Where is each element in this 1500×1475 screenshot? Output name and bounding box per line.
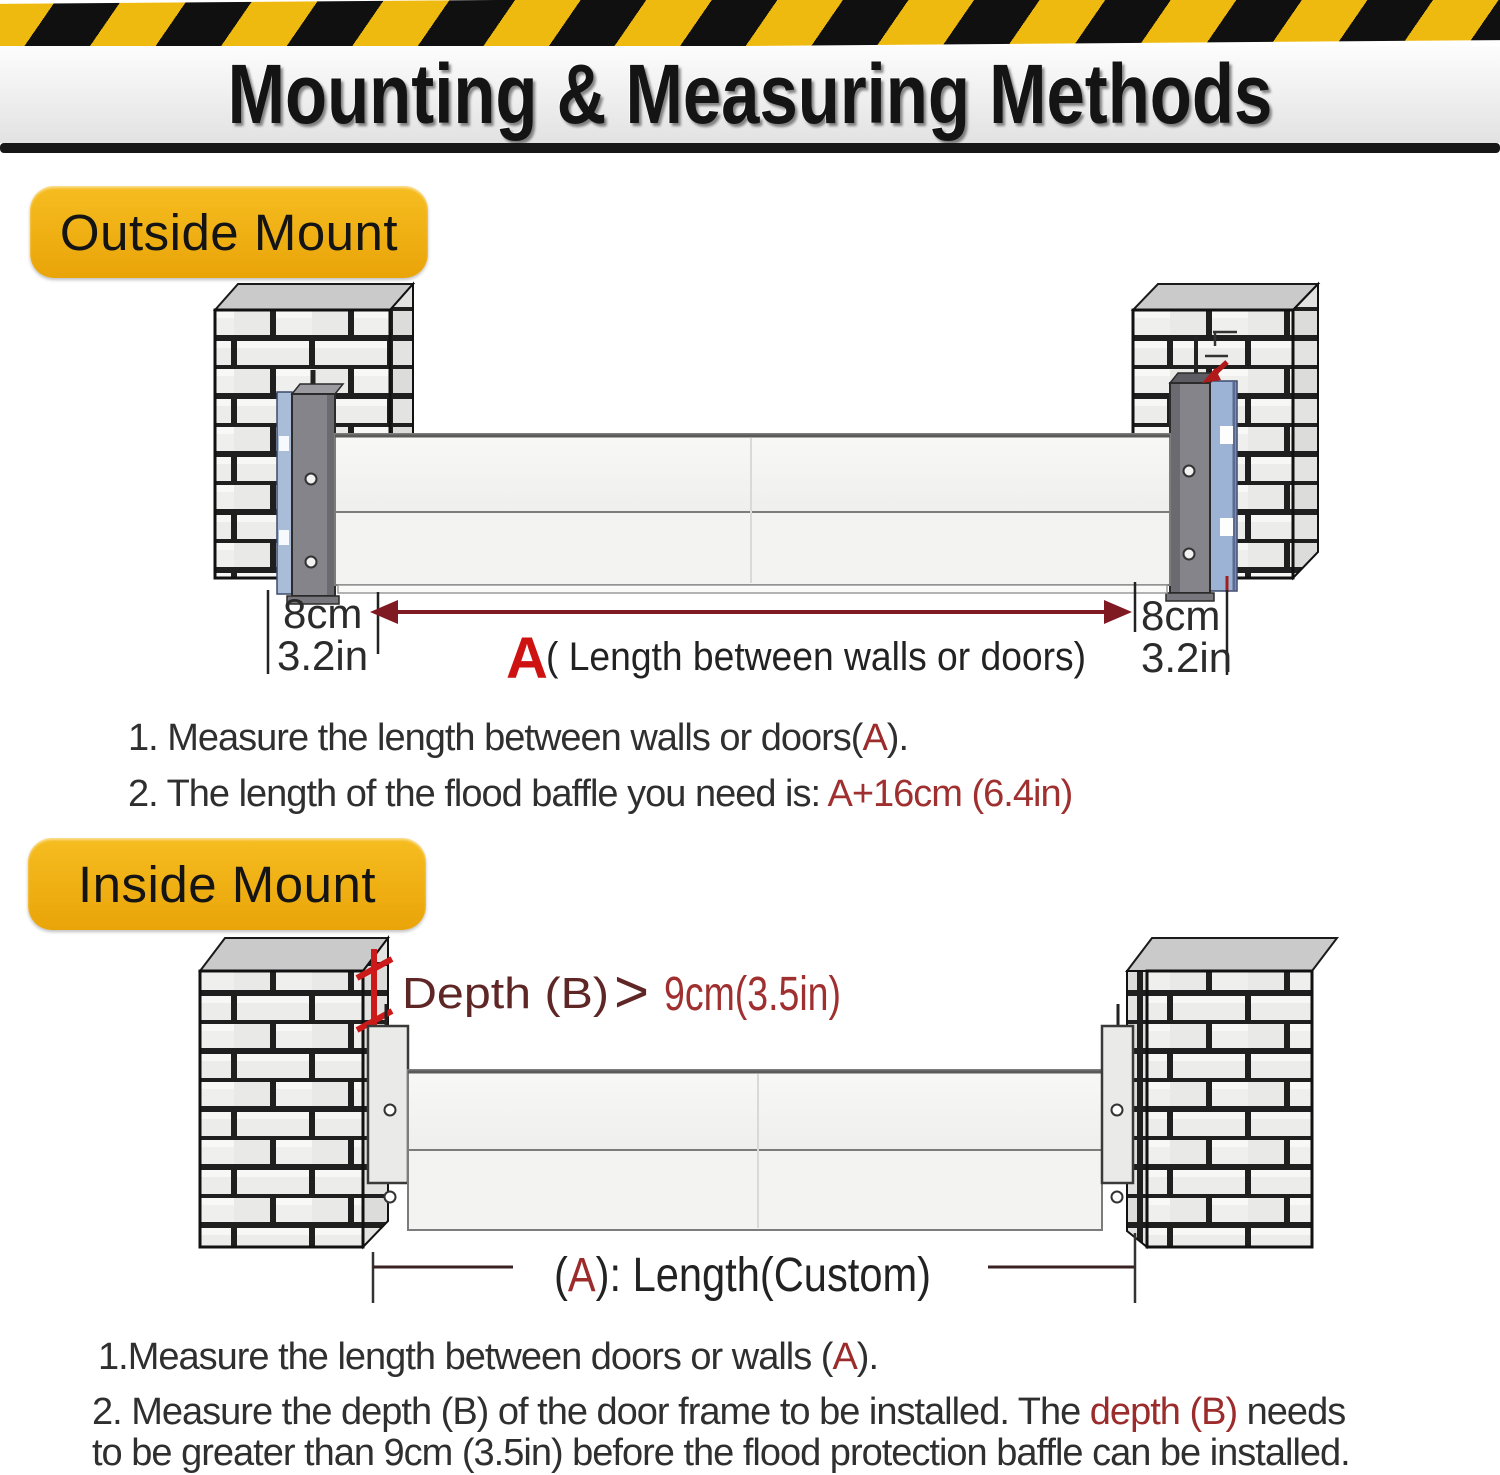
length-label — [554, 1249, 983, 1302]
length-label-open: ( — [554, 1249, 570, 1302]
seal-strip-highlight — [1220, 518, 1233, 536]
greater-than-symbol: > — [614, 958, 650, 1025]
step-highlight: A — [862, 717, 887, 759]
screw-hole — [385, 1192, 396, 1203]
span-label: ( Length between walls or doors) — [546, 635, 1086, 679]
inside-mount-badge-label: Inside Mount — [77, 855, 376, 913]
outside-step-2 — [128, 775, 1072, 813]
pillar-cap — [1127, 938, 1337, 971]
pillar-front-face — [1147, 971, 1312, 1247]
screw-hole — [306, 474, 317, 485]
barrier-bottom-lip — [338, 585, 1167, 593]
step-text: to be greater than 9cm (3.5in) before the flood protection baffle can be installed. — [92, 1432, 1350, 1474]
bracket-shading — [327, 395, 334, 595]
depth-value: 9cm(3.5in) — [664, 968, 841, 1021]
outside-step-1 — [128, 719, 1072, 757]
seal-strip — [277, 392, 292, 594]
arrowhead-left-icon — [370, 600, 398, 624]
inside-left-pillar — [200, 938, 388, 1247]
screw-hole — [1112, 1105, 1123, 1116]
seal-strip-highlight — [279, 530, 289, 545]
step-text: 2. Measure the depth (B) of the door frame to be installed. The — [92, 1391, 1090, 1433]
right-offset-cm: 8cm — [1141, 592, 1221, 639]
step-text: needs — [1237, 1391, 1346, 1433]
step-text: 1.Measure the length between doors or walls ( — [98, 1336, 833, 1378]
header-title-band — [0, 46, 1500, 143]
seal-strip-highlight — [279, 436, 289, 451]
outside-mount-steps — [128, 719, 1072, 813]
outside-left-channel-bracket — [277, 370, 343, 604]
length-label-symbol: A — [567, 1249, 600, 1302]
inside-mount-steps — [92, 1338, 1350, 1472]
barrier-plank-bottom — [335, 512, 1170, 585]
left-offset-cm: 8cm — [283, 590, 363, 637]
pillar-cap — [200, 938, 388, 971]
screw-hole — [385, 1105, 396, 1116]
step-highlight: depth (B) — [1089, 1391, 1238, 1433]
pillar-side-face — [1293, 284, 1318, 578]
barrier-plank-top — [335, 434, 1170, 512]
depth-label: Depth (B) — [402, 969, 609, 1018]
hazard-tape-banner — [0, 0, 1500, 52]
step-highlight: A+16cm (6.4in) — [827, 773, 1073, 815]
inside-mount-diagram — [0, 935, 1500, 1310]
barrier-plank-bottom — [408, 1150, 1102, 1230]
left-offset-inch: 3.2in — [277, 632, 369, 679]
screw-hole — [1184, 549, 1195, 560]
screw-hole — [1184, 466, 1195, 477]
pillar-cap — [215, 284, 413, 310]
step-highlight: A — [832, 1336, 857, 1378]
inside-step-2-line-2 — [92, 1434, 1350, 1472]
inside-flood-barrier — [408, 1070, 1102, 1230]
screw-hole — [306, 557, 317, 568]
right-offset-inch: 3.2in — [1141, 634, 1233, 681]
step-text: 1. Measure the length between walls or doors( — [128, 717, 863, 759]
bracket-shading — [1171, 384, 1180, 592]
bracket-top-cap — [292, 384, 343, 394]
inside-right-mounting-plate — [1102, 1004, 1133, 1203]
header-divider — [0, 143, 1500, 153]
inside-right-pillar — [1127, 938, 1337, 1247]
inside-mount-badge — [28, 838, 426, 930]
page-title: Mounting & Measuring Methods — [227, 47, 1273, 141]
pillar-front-face — [200, 971, 363, 1247]
outside-mount-badge-label: Outside Mount — [59, 203, 399, 261]
step-text: ). — [856, 1336, 879, 1378]
length-label-rest: ): Length(Custom) — [595, 1249, 983, 1302]
step-text: 2. The length of the flood baffle you need is: — [128, 773, 828, 815]
inside-step-2-line-1 — [92, 1393, 1350, 1431]
depth-annotation — [402, 958, 841, 1025]
outside-mount-diagram — [0, 280, 1500, 700]
pillar-cap — [1133, 284, 1318, 310]
seal-strip-highlight — [1220, 426, 1233, 444]
barrier-plank-top — [408, 1070, 1102, 1150]
span-symbol: A — [506, 626, 548, 691]
step-text: ). — [886, 717, 909, 759]
arrowhead-right-icon — [1104, 600, 1132, 624]
inside-dimension-annotations — [373, 1233, 1135, 1303]
inside-left-mounting-plate — [368, 1004, 408, 1203]
inside-step-1 — [92, 1338, 1350, 1376]
outside-mount-badge — [30, 186, 428, 278]
screw-hole — [1112, 1192, 1123, 1203]
outside-flood-barrier — [335, 434, 1170, 593]
